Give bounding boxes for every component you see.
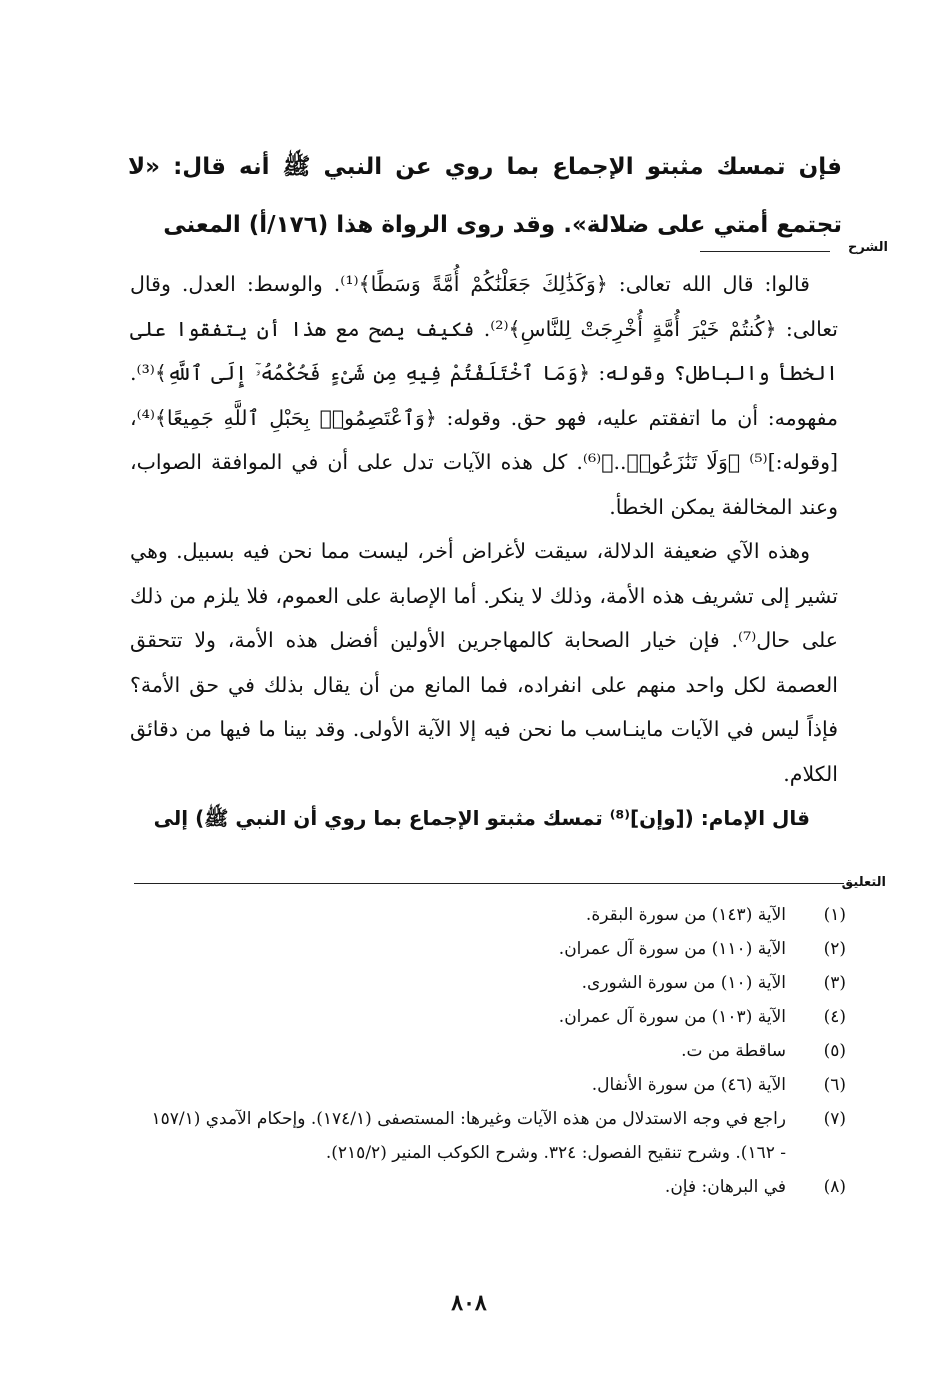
- page-number: ٨٠٨: [451, 1290, 487, 1316]
- taliq-separator-line: [134, 883, 844, 884]
- footnotes: [150, 898, 846, 1204]
- footnote-number: (٦): [823, 1075, 846, 1095]
- footnote-text: ساقطة من ت.: [681, 1041, 786, 1061]
- sharh-separator-line: [700, 251, 830, 252]
- footnote-text: الآية (١٠) من سورة الشورى.: [581, 973, 786, 993]
- matn-text: [128, 138, 842, 254]
- footnote-text: في البرهان: فإن.: [664, 1177, 786, 1197]
- sharh-paragraph-3: قال الإمام: ([وإن]⁽⁸⁾ تمسك مثبتو الإجماع بما روي أن النبي ﷺ) إلى: [153, 806, 810, 830]
- matn-paragraph: فإن تمسك مثبتو الإجماع بما روي عن النبي ﷺ أنه قال: «لا تجتمع أمتي على ضلالة». وقد روى الرواة هذا (١٧٦/أ) المعنى: [128, 154, 842, 238]
- footnote-number: (٨): [823, 1177, 846, 1197]
- footnote-text: راجع في وجه الاستدلال من هذه الآيات وغيرها: المستصفى (١٧٤/١). وإحكام الآمدي (١٥٧/١ - ١٦٢). وشرح تنقيح الفصول: ٣٢٤. وشرح الكوكب المنير (٢١٥/٢).: [151, 1109, 786, 1163]
- sharh-section: [130, 262, 838, 841]
- footnote-number: (٥): [823, 1041, 846, 1061]
- footnote-number: (٣): [823, 973, 846, 993]
- footnote-text: الآية (١٠٣) من سورة آل عمران.: [558, 1007, 786, 1027]
- footnote-item: [150, 1102, 846, 1170]
- sharh-paragraph-2: وهذه الآي ضعيفة الدلالة، سيقت لأغراض أخر، ليست مما نحن فيه بسبيل. وهي تشير إلى تشريف هذه الأمة، وذلك لا ينكر. أما الإصابة على العموم، فلا يلزم من ذلك على حال⁽⁷⁾. فإن خيار الصحابة كالمهاجرين الأولين أفضل هذه الأمة، ولا تتحقق العصمة لكل واحد منهم على انفراده، فما المانع من أن يقال بذلك في حق الأمة؟ فإذاً ليس في الآيات ماينـاسب ما نحن فيه إلا الآية الأولى. وقد بينا ما فيها من دقائق الكلام.: [130, 539, 838, 786]
- taliq-label: التعليق: [841, 875, 886, 890]
- footnote-item: [150, 966, 846, 1000]
- footnote-text: الآية (١١٠) من سورة آل عمران.: [558, 939, 786, 959]
- footnote-number: (١): [823, 905, 846, 925]
- footnote-item: [150, 1000, 846, 1034]
- sharh-label: الشرح: [847, 240, 888, 255]
- footnote-item: [150, 1068, 846, 1102]
- footnote-text: الآية (٤٦) من سورة الأنفال.: [591, 1075, 786, 1095]
- footnote-item: [150, 1170, 846, 1204]
- footnote-item: [150, 1034, 846, 1068]
- footnote-item: [150, 932, 846, 966]
- footnote-item: [150, 898, 846, 932]
- footnote-number: (٢): [823, 939, 846, 959]
- footnote-text: الآية (١٤٣) من سورة البقرة.: [585, 905, 786, 925]
- sharh-paragraph-1: قالوا: قال الله تعالى: ﴿وَكَذَٰلِكَ جَعَلْنَٰكُمْ أُمَّةً وَسَطًا﴾⁽¹⁾. والوسط: العدل. وقال تعالى: ﴿كُنتُمْ خَيْرَ أُمَّةٍ أُخْرِجَتْ لِلنَّاسِ﴾⁽²⁾. فكيف يصح مع هذا أن يتفقوا على الخطأ والباطل؟ وقوله: ﴿وَمَا ٱخْتَلَفْتُمْ فِيهِ مِن شَىْءٍ فَحُكْمُهُۥٓ إِلَى ٱللَّهِ﴾⁽³⁾. مفهومه: أن ما اتفقتم عليه، فهو حق. وقوله: ﴿وَٱعْتَصِمُوا۟ بِحَبْلِ ٱللَّهِ جَمِيعًا﴾⁽⁴⁾، [وقوله:]⁽⁵⁾ ﴿وَلَا تَنَٰزَعُوا۟..﴾⁽⁶⁾. كل هذه الآيات تدل على أن في الموافقة الصواب، وعند المخالفة يمكن الخطأ.: [130, 272, 838, 519]
- footnote-number: (٤): [823, 1007, 846, 1027]
- footnote-number: (٧): [823, 1109, 846, 1129]
